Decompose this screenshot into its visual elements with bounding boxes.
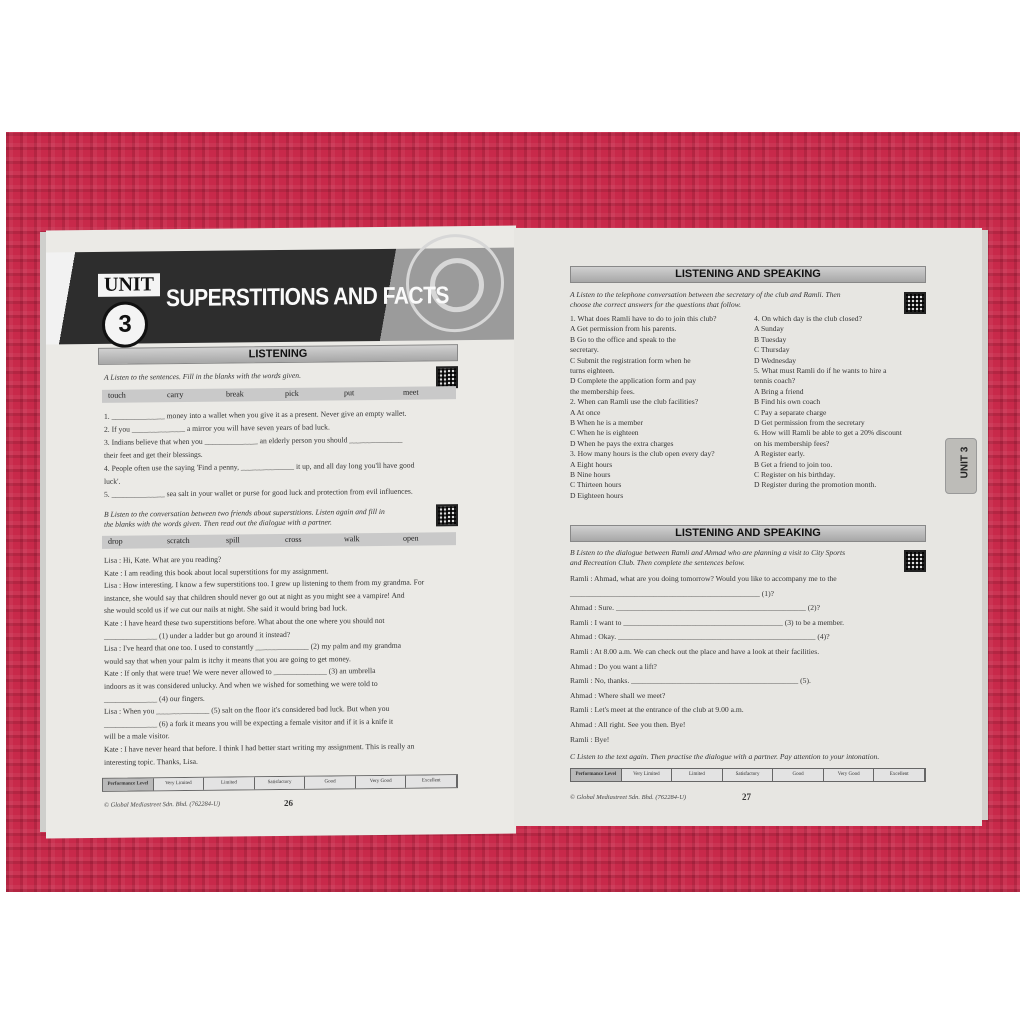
dialogue-line: ______________ (4) our fingers.	[104, 693, 205, 704]
dialogue-line: Lisa : When you ______________ (5) salt on the floor it's considered bad luck. But when you	[104, 704, 390, 717]
dialogue-line: Ahmad : Sure. __________________________________________________ (2)?	[570, 603, 820, 613]
word-bank-word: carry	[167, 390, 184, 400]
word-bank-word: drop	[108, 536, 123, 546]
question-line: C Submit the registration form when he	[570, 355, 691, 365]
dialogue-line: would say that when your palm is itchy it means that you are going to get money.	[104, 654, 351, 666]
performance-cell: Good	[773, 769, 824, 781]
dialogue-line: instance, she would say that children should never go out at night as you might see a vampire! And	[104, 590, 405, 603]
dialogue-line: ______________ (1) under a ladder but go around it instead?	[104, 629, 291, 641]
question-line: B Nine hours	[570, 470, 611, 479]
performance-cell: Very Good	[824, 769, 875, 781]
unit-label: UNIT	[98, 273, 160, 297]
performance-cell: Very Limited	[154, 778, 205, 791]
question-line: on his membership fees?	[754, 438, 830, 448]
performance-cell: Very Limited	[622, 769, 673, 781]
exercise-a-item: 1. ______________ money into a wallet when you give it as a present. Never give an empty wallet.	[104, 408, 407, 421]
word-bank-word: meet	[403, 387, 419, 397]
word-bank-word: put	[344, 388, 355, 398]
question-line: D When he pays the extra charges	[570, 438, 674, 448]
question-line: B Tuesday	[754, 334, 787, 344]
performance-cell: Excellent	[406, 775, 457, 788]
performance-cell: Very Good	[356, 776, 407, 789]
question-line: B Go to the office and speak to the	[570, 334, 676, 344]
exercise-a-instruction: A Listen to the sentences. Fill in the blanks with the words given.	[104, 370, 301, 382]
question-line: 6. How will Ramli be able to get a 20% discount	[754, 428, 902, 438]
dialogue-line: Kate : I have never heard that before. I think I had better start writing my assignment. This is really an	[104, 741, 415, 754]
performance-cell: Good	[305, 776, 356, 789]
performance-level-table	[102, 774, 458, 792]
dialogue-line: Lisa : I've heard that one too. I used to constantly ______________ (2) my palm and my grandma	[104, 640, 402, 654]
question-line: D Get permission from the secretary	[754, 418, 865, 427]
qr-code-icon	[904, 292, 926, 314]
word-bank-word: touch	[108, 390, 126, 400]
question-line: A Sunday	[754, 324, 784, 334]
exercise-c-instruction: C Listen to the text again. Then practise the dialogue with a partner. Pay attention to your intonation.	[570, 752, 880, 761]
question-line: A Bring a friend	[754, 386, 804, 396]
question-line: 2. When can Ramli use the club facilities?	[570, 397, 699, 407]
word-bank-word: cross	[285, 534, 302, 544]
dialogue-line: Ahmad : Where shall we meet?	[570, 690, 666, 700]
question-line: C When he is eighteen	[570, 428, 639, 438]
qr-code-icon	[436, 366, 458, 388]
exercise-a-item: their feet and get their blessings.	[104, 449, 203, 460]
performance-cell: Excellent	[874, 769, 925, 781]
unit-side-tab-label: UNIT 3	[959, 446, 971, 479]
question-line: 4. On which day is the club closed?	[754, 314, 862, 323]
dialogue-line: Kate : I am reading this book about local superstitions for my assignment.	[104, 566, 329, 578]
unit-title: SUPERSTITIONS AND FACTS	[166, 282, 449, 312]
question-line: turns eighteen.	[570, 366, 615, 375]
qr-code-icon	[904, 550, 926, 572]
dialogue-line: ______________ (6) a fork it means you will be expecting a female visitor and if it is a knife it	[104, 716, 394, 729]
exercise-b-instruction-line: the blanks with the words given. Then read out the dialogue with a partner.	[104, 517, 332, 529]
unit-number-badge: 3	[102, 301, 148, 347]
question-line: tennis coach?	[754, 376, 796, 386]
dialogue-line: she would scold us if we cut our nails at night. She said it would bring bad luck.	[104, 603, 348, 616]
question-line: A Get permission from his parents.	[570, 324, 677, 334]
performance-cell: Limited	[204, 777, 255, 790]
dialogue-line: Ramli : At 8.00 a.m. We can check out the place and have a look at their facilities.	[570, 647, 820, 656]
exercise-a-item: 3. Indians believe that when you ______________ an elderly person you should ______________	[104, 434, 403, 447]
word-bank-word: open	[403, 533, 419, 543]
exercise-b-instruction-line: and Recreation Club. Then complete the sentences below.	[570, 558, 745, 567]
performance-cell: Satisfactory	[255, 777, 306, 790]
performance-cell: Limited	[672, 769, 723, 781]
dialogue-line: Ahmad : Do you want a lift?	[570, 661, 657, 671]
exercise-a-item: luck'.	[104, 476, 121, 486]
dialogue-line: Ramli : Ahmad, what are you doing tomorrow? Would you like to accompany me to the	[570, 574, 837, 583]
exercise-a-instruction-line: A Listen to the telephone conversation between the secretary of the club and Ramli. Then	[570, 290, 841, 299]
dialogue-line: Lisa : How interesting. I know a few superstitions too. I grew up listening to them from my grandma. For	[104, 577, 425, 591]
dialogue-line: Kate : If only that were true! We were never allowed to ______________ (3) an umbrella	[104, 666, 376, 679]
word-bank-word: walk	[344, 534, 360, 544]
dialogue-line: Ramli : I want to __________________________________________ (3) to be a member.	[570, 617, 844, 627]
section-heading-listening-speaking-2: LISTENING AND SPEAKING	[570, 525, 926, 542]
question-line: D Wednesday	[754, 355, 797, 365]
dialogue-line: Kate : I have heard these two superstitions before. What about the one where you should not	[104, 615, 385, 628]
question-line: D Register during the promotion month.	[754, 480, 877, 490]
question-line: B Find his own coach	[754, 397, 821, 407]
copyright-text: © Global Mediastreet Sdn. Bhd. (762284-U)	[104, 800, 221, 809]
section-heading-listening: LISTENING	[98, 344, 458, 365]
dialogue-line: __________________________________________________ (1)?	[570, 588, 774, 598]
word-bank-a	[102, 386, 456, 403]
exercise-b-instruction-line: B Listen to the dialogue between Ramli and Ahmad who are planning a visit to City Sports	[570, 548, 846, 557]
right-page	[514, 228, 982, 826]
dialogue-line: Lisa : Hi, Kate. What are you reading?	[104, 554, 222, 565]
question-line: the membership fees.	[570, 386, 635, 396]
dialogue-line: Ahmad : All right. See you then. Bye!	[570, 720, 686, 729]
question-line: D Eighteen hours	[570, 490, 624, 500]
exercise-b-instruction-line: B Listen to the conversation between two friends about superstitions. Listen again and fill in	[104, 506, 385, 519]
question-line: A At once	[570, 407, 601, 417]
unit-side-tab	[945, 438, 977, 494]
question-line: C Thursday	[754, 345, 790, 355]
question-line: D Complete the application form and pay	[570, 376, 697, 386]
question-line: A Register early.	[754, 449, 805, 459]
dialogue-line: Ramli : No, thanks. ____________________________________________ (5).	[570, 676, 811, 686]
question-line: 5. What must Ramli do if he wants to hire a	[754, 366, 887, 375]
copyright-text: © Global Mediastreet Sdn. Bhd. (762284-U)	[570, 794, 687, 801]
page-number: 27	[742, 792, 751, 802]
question-line: C Pay a separate charge	[754, 407, 827, 417]
dialogue-line: interesting topic. Thanks, Lisa.	[104, 756, 198, 767]
dialogue-line: Ramli : Bye!	[570, 734, 610, 744]
question-line: B When he is a member	[570, 418, 644, 427]
question-line: C Thirteen hours	[570, 480, 622, 490]
dialogue-line: will be a male visitor.	[104, 731, 170, 742]
dialogue-line: Ramli : Let's meet at the entrance of the club at 9.00 a.m.	[570, 705, 744, 715]
performance-cell: Satisfactory	[723, 769, 774, 781]
word-bank-word: break	[226, 389, 244, 399]
performance-cell: Performance Level	[103, 778, 154, 791]
question-line: secretary.	[570, 345, 599, 355]
word-bank-word: scratch	[167, 535, 190, 546]
exercise-a-instruction-line: choose the correct answers for the questions that follow.	[570, 300, 742, 309]
word-bank-word: pick	[285, 388, 299, 398]
performance-cell: Performance Level	[571, 769, 622, 781]
question-line: 1. What does Ramli have to do to join this club?	[570, 314, 717, 323]
performance-level-table	[570, 768, 926, 782]
section-heading-listening-speaking: LISTENING AND SPEAKING	[570, 266, 926, 283]
dialogue-line: indoors as it was considered unlucky. And when we wished for something we were told to	[104, 678, 378, 691]
question-line: A Eight hours	[570, 459, 613, 469]
page-number: 26	[284, 797, 293, 808]
exercise-a-item: 5. ______________ sea salt in your wallet or purse for good luck and protection from evil influences.	[104, 486, 413, 499]
exercise-a-item: 4. People often use the saying 'Find a penny, ______________ it up, and all day long you'll have good	[104, 460, 415, 473]
exercise-a-item: 2. If you ______________ a mirror you will have seven years of bad luck.	[104, 422, 330, 434]
word-bank-word: spill	[226, 535, 240, 545]
qr-code-icon	[436, 504, 458, 526]
word-bank-b	[102, 532, 456, 549]
question-line: 3. How many hours is the club open every day?	[570, 449, 715, 459]
question-line: B Get a friend to join too.	[754, 459, 833, 469]
dialogue-line: Ahmad : Okay. ____________________________________________________ (4)?	[570, 632, 830, 642]
left-page	[46, 226, 516, 839]
question-line: C Register on his birthday.	[754, 470, 836, 479]
